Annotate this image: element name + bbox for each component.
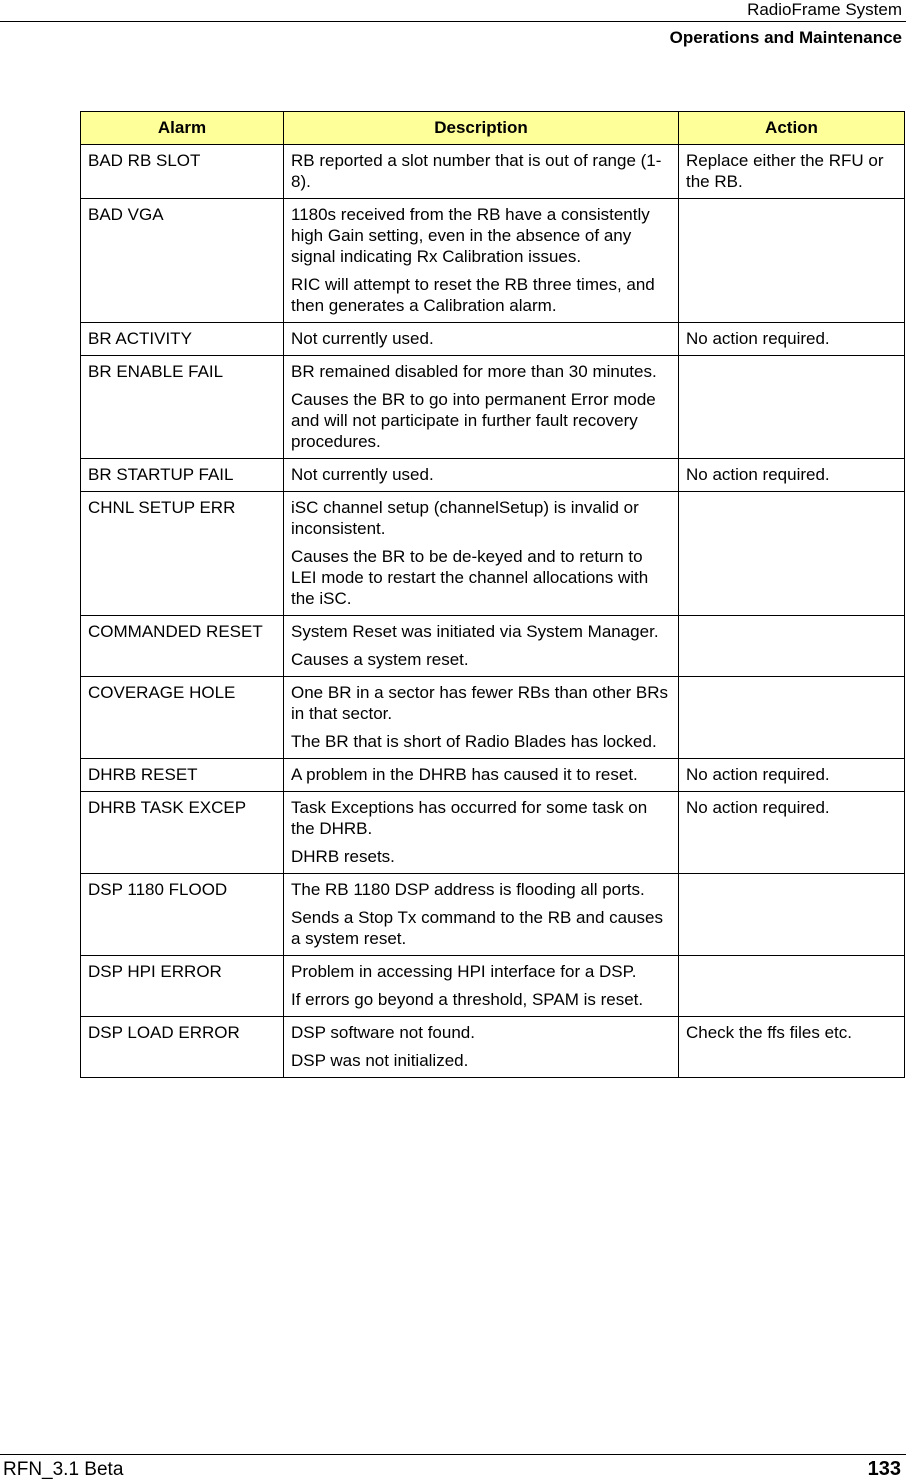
action-cell: No action required. [679, 323, 905, 356]
description-text: System Reset was initiated via System Manager. [291, 622, 659, 641]
action-cell: No action required. [679, 759, 905, 792]
description-cell [284, 145, 679, 199]
alarm-cell: BAD VGA [81, 199, 284, 323]
description-text: Problem in accessing HPI interface for a DSP. [291, 962, 637, 981]
table-header-row [81, 112, 905, 145]
action-cell [679, 677, 905, 759]
description-cell [284, 459, 679, 492]
description-text: Causes a system reset. [291, 650, 469, 669]
action-cell: Replace either the RFU or the RB. [679, 145, 905, 199]
description-text: Sends a Stop Tx command to the RB and causes a system reset. [291, 908, 664, 948]
footer-rule [0, 1454, 906, 1455]
alarm-cell: BAD RB SLOT [81, 145, 284, 199]
action-cell [679, 956, 905, 1017]
page-number: 133 [867, 1458, 901, 1480]
description-text: RB reported a slot number that is out of range (1-8). [291, 151, 662, 191]
alarm-cell: DSP HPI ERROR [81, 956, 284, 1017]
description-text: DSP was not initialized. [291, 1051, 469, 1070]
description-cell [284, 492, 679, 616]
table-row [81, 677, 905, 759]
description-cell [284, 323, 679, 356]
action-cell [679, 874, 905, 956]
table-row [81, 356, 905, 459]
alarm-cell: DHRB TASK EXCEP [81, 792, 284, 874]
description-text: The BR that is short of Radio Blades has locked. [291, 732, 657, 751]
action-cell: Check the ffs files etc. [679, 1017, 905, 1078]
description-text: DHRB resets. [291, 847, 395, 866]
table-row [81, 616, 905, 677]
table-row [81, 792, 905, 874]
description-text: Causes the BR to go into permanent Error mode and will not participate in further fault recovery procedures. [291, 390, 656, 451]
description-cell [284, 1017, 679, 1078]
table-row [81, 323, 905, 356]
description-text: iSC channel setup (channelSetup) is invalid or inconsistent. [291, 498, 639, 538]
description-text: Not currently used. [291, 329, 434, 348]
description-text: Task Exceptions has occurred for some task on the DHRB. [291, 798, 648, 838]
table-row [81, 874, 905, 956]
alarm-cell: COVERAGE HOLE [81, 677, 284, 759]
alarm-cell: DSP 1180 FLOOD [81, 874, 284, 956]
action-cell [679, 492, 905, 616]
header-section-title: Operations and Maintenance [669, 28, 902, 47]
table-row [81, 459, 905, 492]
description-cell [284, 356, 679, 459]
column-header-action: Action [679, 112, 905, 145]
footer-document-id: RFN_3.1 Beta [3, 1459, 124, 1480]
table-row [81, 199, 905, 323]
description-text: DSP software not found. [291, 1023, 475, 1042]
description-text: If errors go beyond a threshold, SPAM is reset. [291, 990, 644, 1009]
description-cell [284, 792, 679, 874]
alarm-cell: BR ACTIVITY [81, 323, 284, 356]
description-cell [284, 199, 679, 323]
alarm-cell: DSP LOAD ERROR [81, 1017, 284, 1078]
description-cell [284, 956, 679, 1017]
description-text: BR remained disabled for more than 30 minutes. [291, 362, 657, 381]
description-text: One BR in a sector has fewer RBs than other BRs in that sector. [291, 683, 669, 723]
table-row [81, 759, 905, 792]
description-text: 1180s received from the RB have a consistently high Gain setting, even in the absence of any signal indicating Rx Calibration issues. [291, 205, 650, 266]
action-cell [679, 616, 905, 677]
description-cell [284, 616, 679, 677]
action-cell: No action required. [679, 792, 905, 874]
description-text: Causes the BR to be de-keyed and to return to LEI mode to restart the channel allocations with the iSC. [291, 547, 649, 608]
alarm-cell: CHNL SETUP ERR [81, 492, 284, 616]
page-header [0, 0, 906, 56]
column-header-description: Description [284, 112, 679, 145]
header-rule [0, 21, 906, 22]
description-text: The RB 1180 DSP address is flooding all ports. [291, 880, 645, 899]
alarm-cell: BR STARTUP FAIL [81, 459, 284, 492]
action-cell: No action required. [679, 459, 905, 492]
description-cell [284, 759, 679, 792]
alarm-table [80, 111, 905, 1078]
description-cell [284, 874, 679, 956]
description-text: Not currently used. [291, 465, 434, 484]
table-row [81, 492, 905, 616]
table-row [81, 956, 905, 1017]
table-row [81, 1017, 905, 1078]
column-header-alarm: Alarm [81, 112, 284, 145]
header-system-title: RadioFrame System [747, 0, 902, 19]
alarm-cell: DHRB RESET [81, 759, 284, 792]
description-text: A problem in the DHRB has caused it to reset. [291, 765, 638, 784]
alarm-cell: BR ENABLE FAIL [81, 356, 284, 459]
table-row [81, 145, 905, 199]
action-cell [679, 199, 905, 323]
description-cell [284, 677, 679, 759]
description-text: RIC will attempt to reset the RB three times, and then generates a Calibration alarm. [291, 275, 655, 315]
alarm-cell: COMMANDED RESET [81, 616, 284, 677]
action-cell [679, 356, 905, 459]
